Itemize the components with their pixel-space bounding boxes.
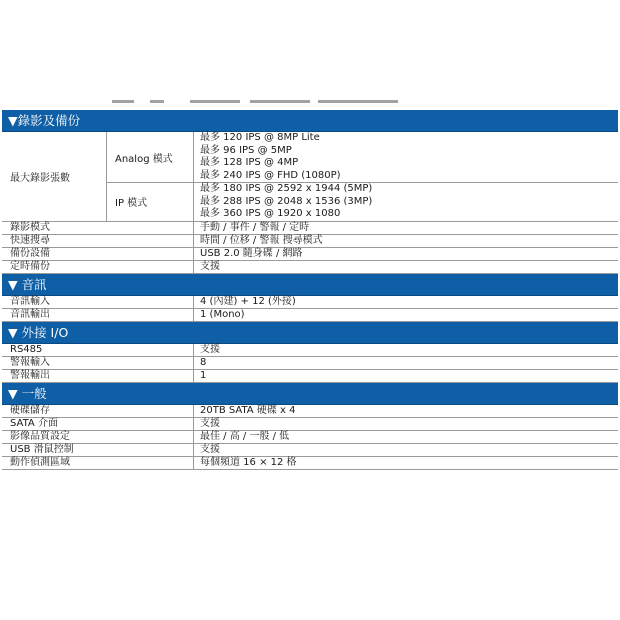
spec-key: 警報輸入 <box>2 357 194 369</box>
spec-key: 音訊輸入 <box>2 296 194 308</box>
spec-value: 8 <box>200 356 207 368</box>
ip-line: 最多 360 IPS @ 1920 x 1080 <box>200 208 341 219</box>
spec-value: 1 <box>200 369 207 381</box>
spec-row <box>2 357 618 370</box>
spec-value: 每個頻道 16 × 12 格 <box>200 456 297 468</box>
spec-value: 手動 / 事件 / 警報 / 定時 <box>200 221 310 233</box>
section-header-io: ▼ 外接 I/O <box>2 322 618 344</box>
spec-value: 支援 <box>200 443 220 455</box>
ip-line: 最多 288 IPS @ 2048 x 1536 (3MP) <box>200 195 373 207</box>
spec-row <box>2 222 618 235</box>
spec-key: 定時備份 <box>2 261 194 273</box>
max-record-rate-group <box>2 132 618 222</box>
spec-row <box>2 344 618 357</box>
max-record-rate-label: 最大錄影張數 <box>2 132 107 221</box>
spec-row <box>2 309 618 322</box>
spec-value: 1 (Mono) <box>200 308 245 320</box>
spec-key: RS485 <box>2 344 194 356</box>
analog-mode-row <box>107 132 618 182</box>
spec-row <box>2 235 618 248</box>
ip-line: 最多 180 IPS @ 2592 x 1944 (5MP) <box>200 183 373 194</box>
spec-key: 硬碟儲存 <box>2 405 194 417</box>
ip-mode-label: IP 模式 <box>107 183 194 221</box>
cropped-text-fragment <box>0 96 620 110</box>
analog-line: 最多 120 IPS @ 8MP Lite <box>200 132 320 143</box>
spec-row <box>2 296 618 309</box>
spec-row <box>2 431 618 444</box>
spec-key: 動作偵測區域 <box>2 457 194 469</box>
spec-key: 警報輸出 <box>2 370 194 382</box>
spec-value: 時間 / 位移 / 警報 搜尋模式 <box>200 234 323 246</box>
spec-row <box>2 457 618 470</box>
spec-row <box>2 444 618 457</box>
spec-key: 錄影模式 <box>2 222 194 234</box>
spec-row <box>2 248 618 261</box>
ip-mode-row <box>107 182 618 221</box>
spec-key: 音訊輸出 <box>2 309 194 321</box>
spec-value: 支援 <box>200 260 220 272</box>
spec-key: SATA 介面 <box>2 418 194 430</box>
spec-value: 支援 <box>200 417 220 429</box>
section-header-recording: ▼錄影及備份 <box>2 110 618 132</box>
spec-key: 影像品質設定 <box>2 431 194 443</box>
spec-key: USB 滑鼠控制 <box>2 444 194 456</box>
spec-value: 最佳 / 高 / 一般 / 低 <box>200 430 290 442</box>
analog-line: 最多 96 IPS @ 5MP <box>200 144 292 156</box>
spec-value: 20TB SATA 硬碟 x 4 <box>200 404 296 416</box>
analog-line: 最多 128 IPS @ 4MP <box>200 157 299 168</box>
spec-value: 4 (內建) + 12 (外接) <box>200 295 296 307</box>
spec-row <box>2 418 618 431</box>
spec-value: 支援 <box>200 343 220 355</box>
spec-row <box>2 261 618 274</box>
section-header-audio: ▼ 音訊 <box>2 274 618 296</box>
analog-line: 最多 240 IPS @ FHD (1080P) <box>200 169 341 181</box>
spec-key: 快速搜尋 <box>2 235 194 247</box>
analog-mode-label: Analog 模式 <box>107 132 194 182</box>
spec-value: USB 2.0 隨身碟 / 網路 <box>200 247 303 259</box>
spec-table <box>2 110 618 470</box>
spec-row <box>2 405 618 418</box>
spec-key: 備份設備 <box>2 248 194 260</box>
spec-row <box>2 370 618 383</box>
section-header-general: ▼ 一般 <box>2 383 618 405</box>
